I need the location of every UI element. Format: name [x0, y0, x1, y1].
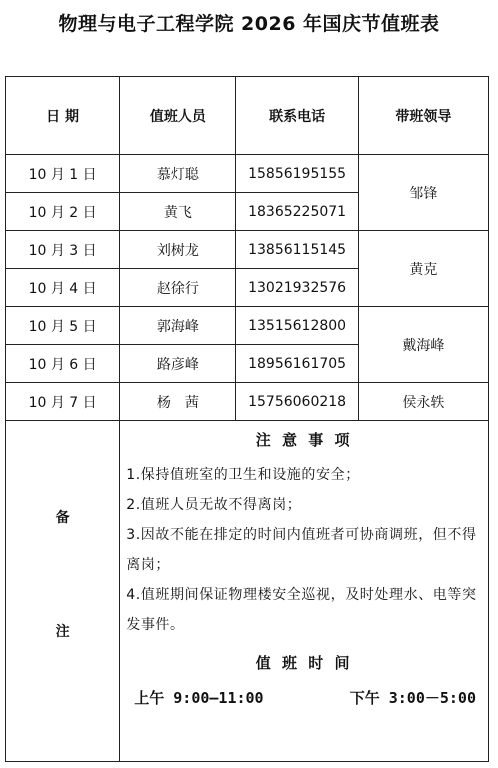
- staff-cell: 刘树龙: [120, 231, 236, 269]
- duty-table: [5, 76, 489, 762]
- remarks-label-cell: [6, 421, 120, 762]
- header-staff: 值班人员: [120, 77, 236, 155]
- duty-times: [120, 687, 488, 708]
- header-date: 日 期: [6, 77, 120, 155]
- notes-title: 注 意 事 项: [255, 431, 353, 449]
- morning-time: 上午 9:00—11:00: [134, 689, 264, 707]
- table-header-row: [6, 77, 489, 155]
- staff-cell: 郭海峰: [120, 307, 236, 345]
- date-cell: 10 月 1 日: [6, 155, 120, 193]
- table-row: [6, 383, 489, 421]
- leader-cell: 邹锋: [358, 155, 488, 231]
- staff-cell: 慕灯聪: [120, 155, 236, 193]
- remarks-label-char: 备: [55, 510, 70, 526]
- leader-cell: 戴海峰: [358, 307, 488, 383]
- staff-cell: 杨 茜: [120, 383, 236, 421]
- page-title: 物理与电子工程学院 2026 年国庆节值班表: [58, 13, 440, 35]
- note-item: 1.保持值班室的卫生和设施的安全；: [126, 467, 360, 483]
- remarks-content-cell: [120, 421, 489, 762]
- date-cell: 10 月 7 日: [6, 383, 120, 421]
- date-cell: 10 月 6 日: [6, 345, 120, 383]
- header-leader: 带班领导: [358, 77, 488, 155]
- leader-cell: 黄克: [358, 231, 488, 307]
- date-cell: 10 月 5 日: [6, 307, 120, 345]
- note-item: 2.值班人员无故不得离岗；: [126, 497, 302, 513]
- date-cell: 10 月 4 日: [6, 269, 120, 307]
- phone-cell: 18365225071: [236, 193, 358, 231]
- duty-time-title: 值 班 时 间: [255, 654, 353, 672]
- staff-cell: 赵徐行: [120, 269, 236, 307]
- staff-cell: 路彦峰: [120, 345, 236, 383]
- phone-cell: 15756060218: [236, 383, 358, 421]
- phone-cell: 13515612800: [236, 307, 358, 345]
- table-row: [6, 307, 489, 345]
- remarks-row: [6, 421, 489, 762]
- remarks-label-char: 注: [55, 624, 70, 640]
- afternoon-time: 下午 3:00－5:00: [349, 689, 476, 707]
- date-cell: 10 月 3 日: [6, 231, 120, 269]
- staff-cell: 黄飞: [120, 193, 236, 231]
- phone-cell: 15856195155: [236, 155, 358, 193]
- phone-cell: 13021932576: [236, 269, 358, 307]
- leader-cell: 侯永轶: [358, 383, 488, 421]
- note-item: 3.因故不能在排定的时间内值班者可协商调班，但不得离岗；: [126, 527, 477, 573]
- note-item: 4.值班期间保证物理楼安全巡视，及时处理水、电等突发事件。: [126, 587, 477, 633]
- phone-cell: 18956161705: [236, 345, 358, 383]
- phone-cell: 13856115145: [236, 231, 358, 269]
- table-row: [6, 155, 489, 193]
- table-row: [6, 231, 489, 269]
- date-cell: 10 月 2 日: [6, 193, 120, 231]
- header-phone: 联系电话: [236, 77, 358, 155]
